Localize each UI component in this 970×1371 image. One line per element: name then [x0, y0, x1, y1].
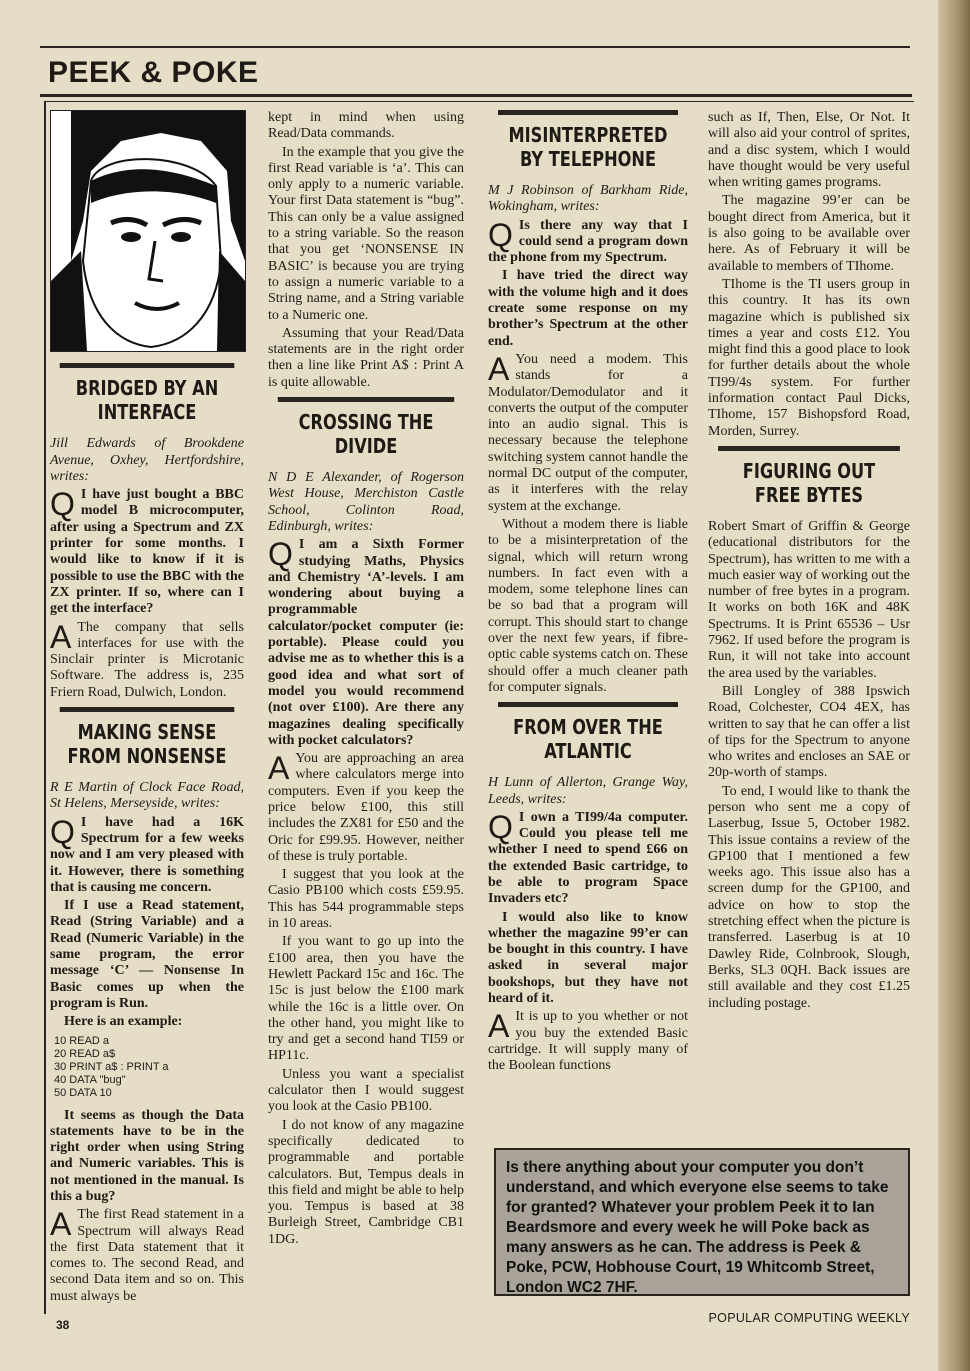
code-line: 40 DATA "bug": [54, 1073, 126, 1086]
column-4: [708, 110, 910, 1014]
header-rule: [40, 94, 912, 97]
column-2: [268, 110, 464, 1250]
page-spine: [938, 0, 970, 1371]
byline: R E Martin of Clock Face Road, St Helens, Merseyside, writes:: [50, 780, 244, 812]
question-cont: If I use a Read statement, Read (String Variable) and a Read (Numeric Variable) in the same program, the error message ‘C’ — Nonsense In Basic comes up when the program is Run.: [50, 898, 244, 1011]
byline: H Lunn of Allerton, Grange Way, Leeds, writes:: [488, 775, 688, 807]
heading-bytes: FIGURING OUT FREE BYTES: [718, 446, 900, 513]
byline: N D E Alexander, of Rogerson West House, Merchiston Castle School, Colinton Road, Edinburgh, writes:: [268, 470, 464, 534]
a-dropcap: A: [268, 750, 290, 787]
question-cont: I have tried the direct way with the volume high and it does create some response on my brother’s Spectrum at the other end.: [488, 268, 688, 349]
heading-crossing: CROSSING THE DIVIDE: [278, 397, 454, 464]
question-cont: It seems as though the Data statements have to be in the right order when using String and Numeric variables. This is not mentioned in the manual. Is this a bug?: [50, 1107, 244, 1204]
paragraph: I do not know of any magazine specifically dedicated to programmable and portable calculators. But, Tempus deals in this field and might be able to help you. Tempus is based at 38 Burleigh Street, Cambridge CB1 1DG.: [268, 1117, 464, 1247]
a-dropcap: A: [488, 1008, 510, 1045]
paragraph: Unless you want a specialist calculator then I would suggest you look at the Casio PB100.: [268, 1066, 464, 1115]
question-cont: I would also like to know whether the magazine 99’er can be bought in this country. I have asked in several major bookshops, but they have not heard of it.: [488, 909, 688, 1007]
byline: Jill Edwards of Brookdene Avenue, Oxhey, Hertfordshire, writes:: [50, 436, 244, 484]
section-title: PEEK & POKE: [48, 56, 259, 89]
paragraph: such as If, Then, Else, Or Not. It will also aid your control of sprites, and a disc system, which I would have thought would be very useful when writing games programs.: [708, 110, 910, 191]
heading-atlantic: FROM OVER THE ATLANTIC: [498, 702, 678, 769]
byline: M J Robinson of Barkham Ride, Wokingham, writes:: [488, 183, 688, 215]
question: Q I am a Sixth Former studying Maths, Physics and Chemistry ‘A’-levels. I am wondering about buying a programmable calculator/pocket computer (ie: portable). Please could you advise me as to whether this is a good idea and what sort of model you would recommend (not over £100). Are there any magazines dealing specifically with pocket calculators?: [268, 536, 464, 748]
question-cont: Here is an example:: [64, 1014, 183, 1030]
a-dropcap: A: [50, 618, 72, 655]
question: Q I have had a 16K Spectrum for a few weeks now and I am very pleased with it. However, there is something that is causing me concern.: [50, 813, 244, 895]
paragraph: Bill Longley of 388 Ipswich Road, Colchester, CO4 4EX, has written to say that he can offer a list of tips for the Spectrum to anyone who writes and encloses an SAE or 20p-worth of stamps.: [708, 683, 910, 781]
q-dropcap: Q: [50, 486, 75, 523]
paragraph: Without a modem there is liable to be a misinterpretation of the signal, which will return wrong numbers. In fact even with a modem, some telephone lines can be so bad that a program will corrupt. This should start to change over the next few years, if fibre-optic cable systems catch on. These should offer a much cleaner path for computer signals.: [488, 516, 688, 695]
column-1: [50, 110, 244, 1307]
publication-name: POPULAR COMPUTING WEEKLY: [708, 1311, 910, 1325]
answer: A You need a modem. This stands for a Modulator/Demodulator and it converts the output of the computer into an audio signal. This is necessary because the telephone switching system cannot handle the normal DC output of the computer, as it interferes with the relay system at the exchange.: [488, 350, 688, 514]
page-number: 38: [56, 1318, 70, 1332]
question: Q I own a TI99/4a computer. Could you please tell me whether I need to spend £66 on the extended Basic cartridge, to be able to program Space Invaders etc?: [488, 808, 688, 907]
paragraph: Robert Smart of Griffin & George (educational distributors for the Spectrum), has written to me with a much easier way of working out the number of free bytes in a program. It works on both 16K and 48K Spectrums. It is Print 65536 – Usr 7962. If used before the program is Run, it will not take into account the area used by the variables.: [708, 518, 910, 681]
code-line: 30 PRINT a$ : PRINT a: [54, 1060, 169, 1073]
question: Q I have just bought a BBC model B microcomputer, after using a Spectrum and ZX printer for some months. I would like to know if it is possible to use the BBC with the ZX printer. If so, where can I get the interface?: [50, 486, 244, 617]
answer: A You are approaching an area where calculators merge into computers. Even if you keep the price below £100, this still includes the ZX81 for £50 and the Oric for £99.95. However, neither of these is truly portable.: [268, 750, 464, 864]
top-rule: [40, 46, 910, 48]
q-dropcap: Q: [268, 536, 293, 573]
answer: A It is up to you whether or not you buy the extended Basic cartridge. It will supply many of the Boolean functions: [488, 1008, 688, 1074]
code-line: 10 READ a: [54, 1034, 110, 1047]
code-listing: [54, 1035, 244, 1100]
q-dropcap: Q: [488, 216, 513, 253]
paragraph: To end, I would like to thank the person who sent me a copy of Laserbug, Issue 5, October 1982. This issue contains a review of the GP100 that I mentioned a few weeks ago. This issue also has a screen dump for the GP100, and advice on how to stop the stretching effect when the picture is transferred. Laserbug is at 10 Dawley Ride, Colnbrook, Slough, Berks, SL3 0QH. Back issues are still available and they cost £1.25 including postage.: [708, 783, 910, 1011]
question: Q Is there any way that I could send a program down the phone from my Spectrum.: [488, 216, 688, 266]
q-dropcap: Q: [50, 813, 75, 850]
callout-box: [494, 1148, 910, 1296]
paragraph: I suggest that you look at the Casio PB100 which costs £59.95. This has 544 programmable steps in 10 areas.: [268, 867, 464, 932]
answer: A The company that sells interfaces for use with the Sinclair printer is Microtanic Software. The address is, 235 Friern Road, Dulwich, London.: [50, 618, 244, 700]
heading-nonsense: MAKING SENSE FROM NONSENSE: [60, 707, 235, 774]
column-3: [488, 110, 688, 1077]
heading-bridged: BRIDGED BY AN INTERFACE: [60, 363, 235, 430]
code-line: 20 READ a$: [54, 1047, 116, 1060]
paragraph: If you want to go up into the £100 area, then you have the Hewlett Packard 15c and 16c. The 15c is just below the £100 mark while the 16c is a little over. On the other hand, you might like to try and get a second hand TI59 or HP11c.: [268, 934, 464, 1064]
paragraph: In the example that you give the first Read variable is ‘a’. This can only apply to a numeric variable. Your first Data statement is “bug”. This can only be a value assigned to a string variable. So the reason that you get ‘NONSENSE IN BASIC’ is because you are trying to assign a numeric variable to a String name, and a String variable to a Numeric one.: [268, 144, 464, 323]
author-photo: [50, 110, 246, 352]
answer: A The first Read statement in a Spectrum will always Read the first Data statement that it comes to. The second Read, and second Data item and so on. This must always be: [50, 1206, 244, 1304]
paragraph: TIhome is the TI users group in this country. It has its own magazine which is published six times a year and costs £12. You might find this a good place to look for further details about the whole TI99/4s system. For further information contact Paul Dicks, TIhome, 157 Bishopsford Road, Morden, Surrey.: [708, 276, 910, 439]
code-line: 50 DATA 10: [54, 1086, 112, 1099]
paragraph: kept in mind when using Read/Data commands.: [268, 110, 464, 142]
paragraph: Assuming that your Read/Data statements are in the right order then a line like Print A$ : Print A is quite allowable.: [268, 325, 464, 390]
a-dropcap: A: [488, 350, 510, 387]
heading-telephone: MISINTERPRETED BY TELEPHONE: [498, 110, 678, 177]
callout-text: Is there anything about your computer you don’t understand, and which everyone else seems to take for granted? Whatever your problem Peek it to Ian Beardsmore and every week he will Poke back as many answers as he can. The address is Peek & Poke, PCW, Hobhouse Court, 19 Whitcomb Street, London WC2 7HF.: [506, 1159, 889, 1296]
paragraph: The magazine 99’er can be bought direct from America, but it is also going to be available over here. As of February it will be available to members of TIhome.: [708, 193, 910, 274]
a-dropcap: A: [50, 1206, 72, 1243]
q-dropcap: Q: [488, 808, 513, 845]
